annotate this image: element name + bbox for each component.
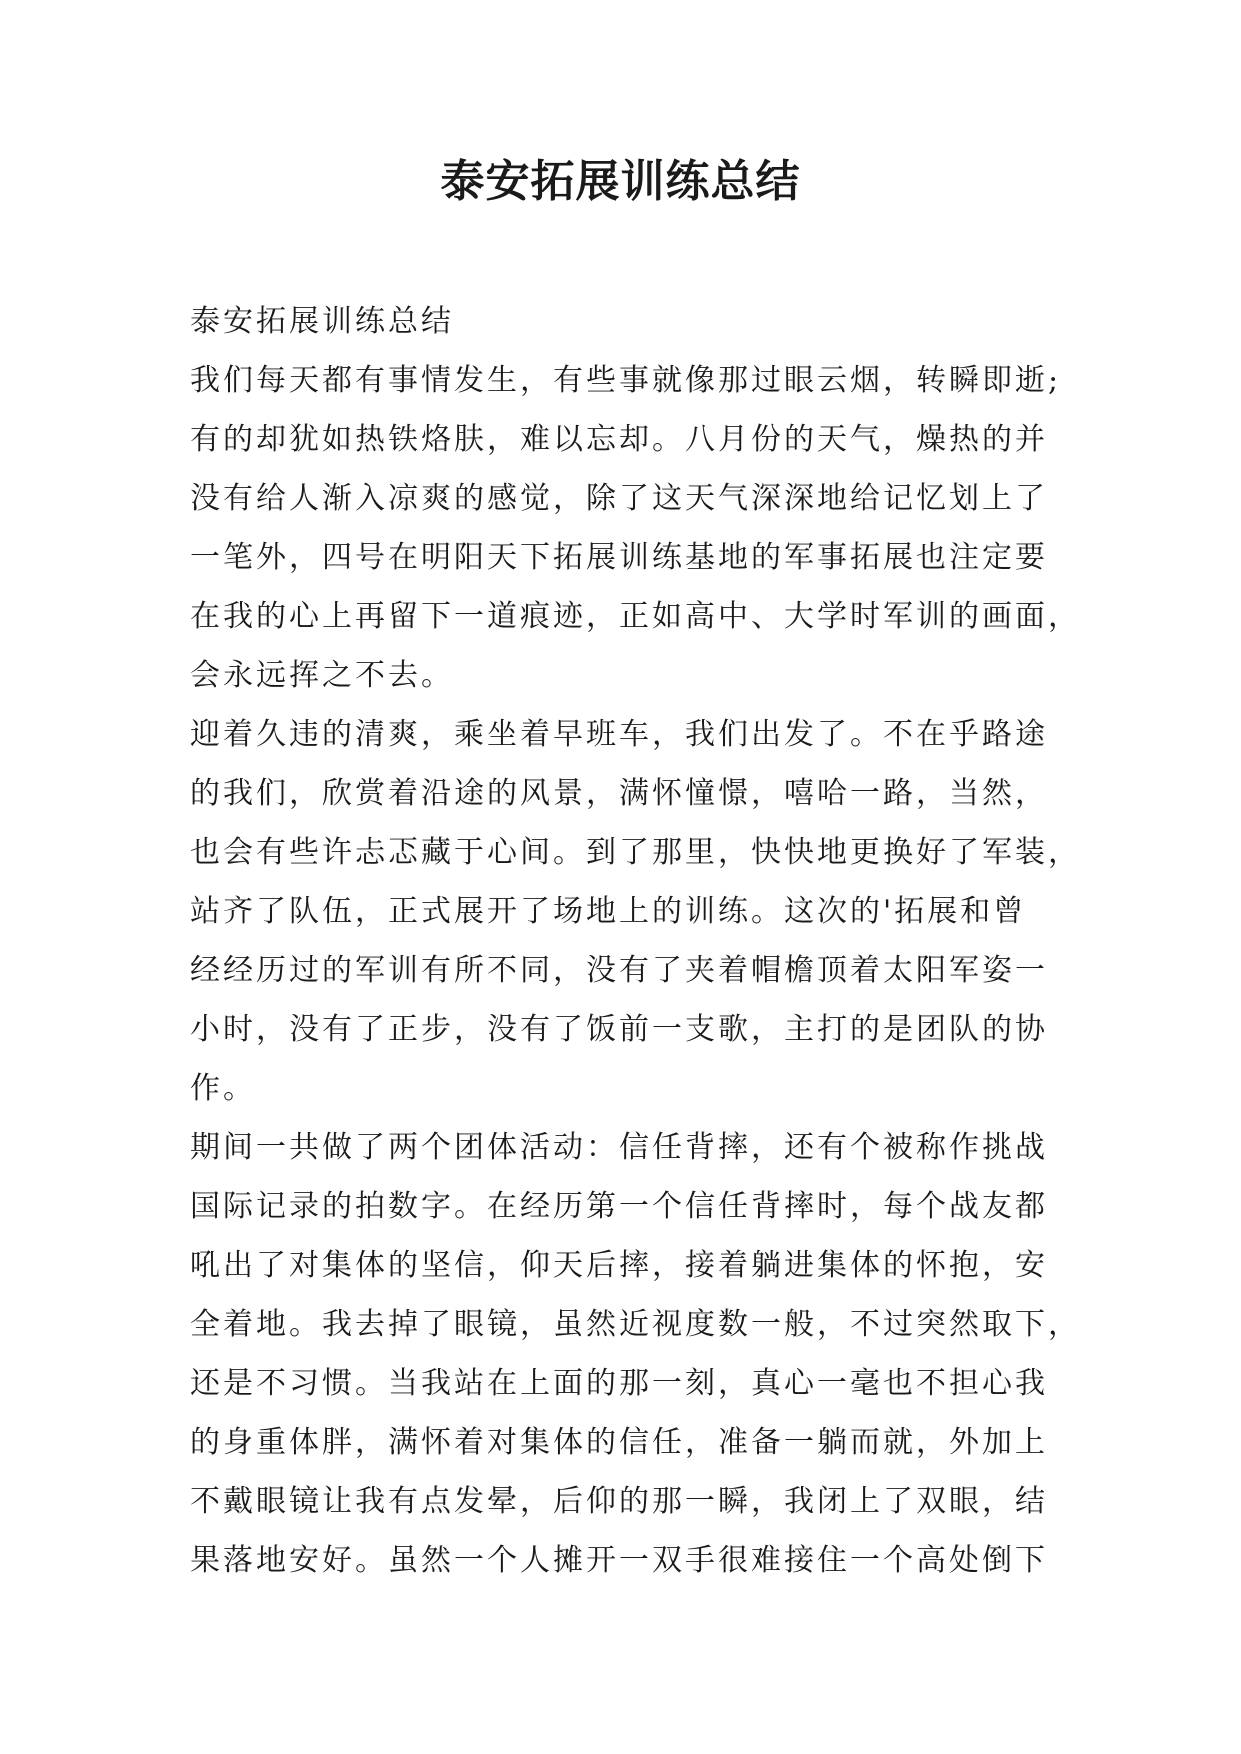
text-line: 我们每天都有事情发生，有些事就像那过眼云烟，转瞬即逝;	[190, 363, 1062, 398]
document-body	[190, 292, 1081, 1590]
text-line: 不戴眼镜让我有点发晕，后仰的那一瞬，我闭上了双眼，结	[190, 1484, 1048, 1519]
text-line: 小时，没有了正步，没有了饭前一支歌，主打的是团队的协	[190, 1012, 1048, 1047]
text-line: 会永远挥之不去。	[190, 658, 454, 693]
text-line: 有的却犹如热铁烙肤，难以忘却。八月份的天气，燥热的并	[190, 422, 1048, 457]
text-line: 作。	[190, 1071, 256, 1106]
text-line: 的我们，欣赏着沿途的风景，满怀憧憬，嘻哈一路，当然，	[190, 776, 1048, 811]
text-line: 的身重体胖，满怀着对集体的信任，准备一躺而就，外加上	[190, 1425, 1048, 1460]
text-line: 期间一共做了两个团体活动：信任背摔，还有个被称作挑战	[190, 1130, 1048, 1165]
text-line: 经经历过的军训有所不同，没有了夹着帽檐顶着太阳军姿一	[190, 953, 1048, 988]
text-line: 迎着久违的清爽，乘坐着早班车，我们出发了。不在乎路途	[190, 717, 1048, 752]
text-line: 国际记录的拍数字。在经历第一个信任背摔时，每个战友都	[190, 1189, 1048, 1224]
text-line: 站齐了队伍，正式展开了场地上的训练。这次的'拓展和曾	[190, 894, 1027, 929]
text-line: 泰安拓展训练总结	[190, 304, 454, 339]
text-line: 全着地。我去掉了眼镜，虽然近视度数一般，不过突然取下，	[190, 1307, 1081, 1342]
document-title: 泰安拓展训练总结	[440, 156, 801, 207]
text-line: 还是不习惯。当我站在上面的那一刻，真心一毫也不担心我	[190, 1366, 1048, 1401]
text-line: 没有给人渐入凉爽的感觉，除了这天气深深地给记忆划上了	[190, 481, 1048, 516]
text-line: 也会有些许忐忑藏于心间。到了那里，快快地更换好了军装，	[190, 835, 1081, 870]
text-line: 果落地安好。虽然一个人摊开一双手很难接住一个高处倒下	[190, 1543, 1048, 1578]
text-line: 一笔外，四号在明阳天下拓展训练基地的军事拓展也注定要	[190, 540, 1048, 575]
text-line: 吼出了对集体的坚信，仰天后摔，接着躺进集体的怀抱，安	[190, 1248, 1048, 1283]
text-line: 在我的心上再留下一道痕迹，正如高中、大学时军训的画面，	[190, 599, 1081, 634]
